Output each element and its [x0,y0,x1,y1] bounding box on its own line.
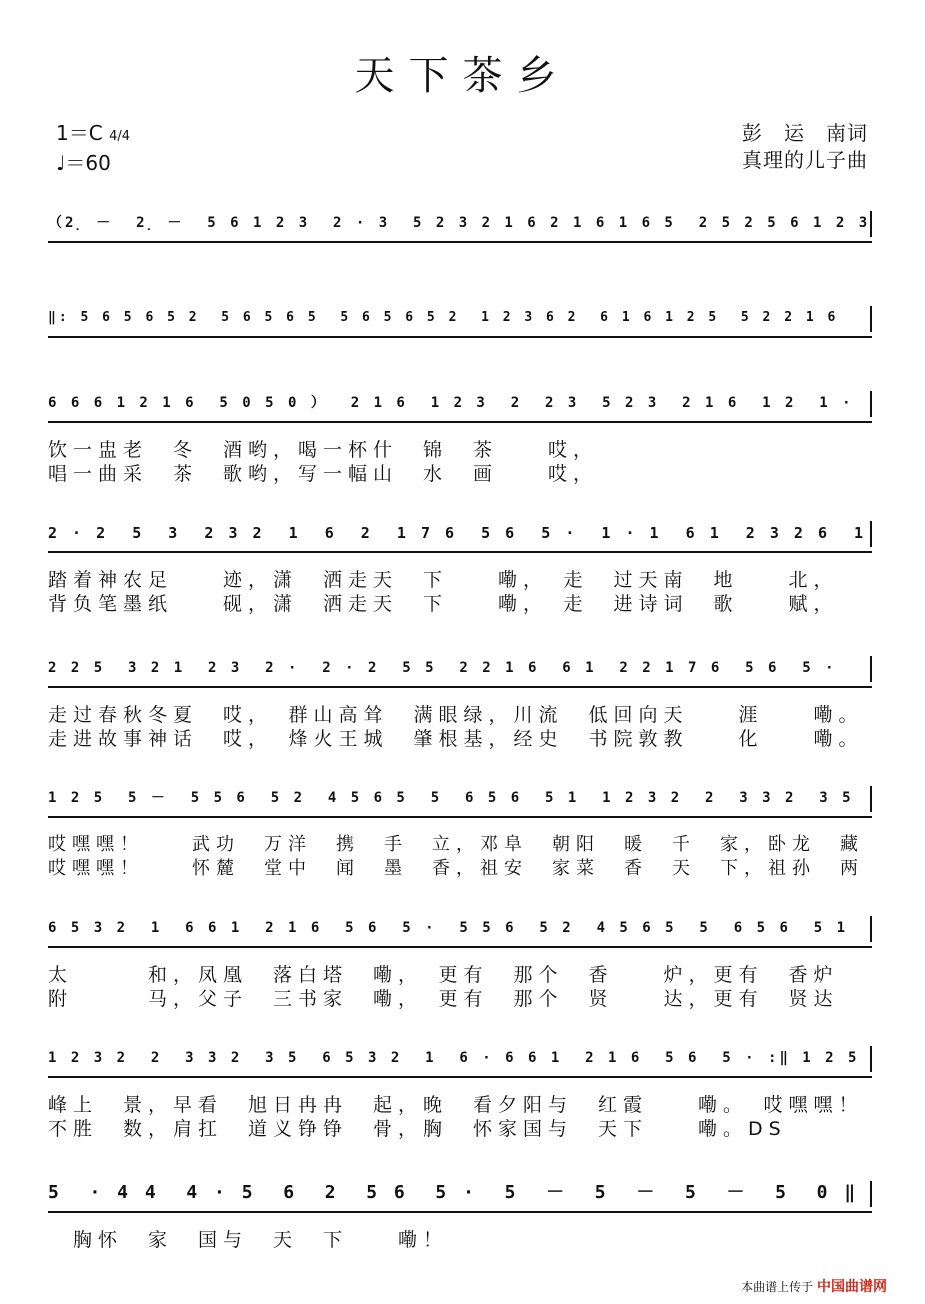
lyric-line: 走进故事神话 哎， 烽火王城 肇根基，经史 书院敦教 化 嘞。 [48,728,864,750]
beam-underline [48,241,872,243]
beam-underline [48,1076,872,1078]
beam-underline [48,686,872,688]
key-signature-block [56,120,130,177]
composer-credit: 真理的儿子曲 [742,148,868,172]
beam-underline [48,816,872,818]
page-title: 天下茶乡 [354,53,571,99]
lyric-line: 背负笔墨纸 砚，潇 洒走天 下 嘞， 走 进诗词 歌 赋， [48,593,839,615]
beam-underline [48,1211,872,1213]
beam-underline [48,336,872,338]
lyric-line: 哎嘿嘿！ 武功 万洋 携 手 立，邓阜 朝阳 暖 千 家，卧龙 藏 [48,834,864,855]
barline [870,656,872,682]
lyric-line: 饮一盅老 冬 酒哟，喝一杯什 锦 茶 哎， [48,439,599,461]
lyric-line: 踏着神农足 迹，潇 洒走天 下 嘞， 走 过天南 地 北， [48,569,839,591]
key-signature: 1＝C [56,121,103,145]
notation-line: 5 · 4 4 4 · 5 6 2 5 6 5 · 5 － 5 － 5 － 5 0 ‖ [48,1182,859,1203]
beam-underline [48,421,872,423]
barline [870,211,872,237]
beam-underline [48,551,872,553]
site-footer [741,1276,887,1296]
beam-underline [48,946,872,948]
lyric-line: 哎嘿嘿！ 怀麓 堂中 闻 墨 香，祖安 家菜 香 天 下，祖孙 两 [48,858,864,879]
lyric-line: 不胜 数，肩扛 道义铮铮 骨，胸 怀家国与 天下 嘞。DS [48,1118,787,1140]
lyricist-credit: 彭 运 南词 [742,121,868,145]
time-signature: 4/4 [109,129,130,144]
notation-line: 1 2 5 5 － 5 5 6 5 2 4 5 6 5 5 6 5 6 5 1 1 2 3 2 2 3 3 2 3 5 [48,790,854,806]
barline [870,306,872,332]
barline [870,1181,872,1207]
lyric-line: 太 和，凤凰 落白塔 嘞， 更有 那个 香 炉，更有 香炉 [48,964,839,986]
lyric-line: 唱一曲采 茶 歌哟，写一幅山 水 画 哎， [48,463,599,485]
notation-line: 2 · 2 5 3 2 3 2 1 6 2 1 7 6 5 6 5 · 1 · 1 6 1 2 3 2 6 1 [48,524,867,542]
lyric-line: 胸怀 家 国与 天 下 嘞！ [48,1229,449,1251]
barline [870,521,872,547]
notation-line: 6 6 6 1 2 1 6 5 0 5 0 ） 2 1 6 1 2 3 2 2 3 5 2 3 2 1 6 1 2 1 · [48,395,854,411]
tempo-marking: ♩＝60 [56,151,111,175]
credits-block [742,120,868,174]
notation-line: ‖: 5 6 5 6 5 2 5 6 5 6 5 5 6 5 6 5 2 1 2 3 6 2 6 1 6 1 2 5 5 2 2 1 6 [48,310,839,325]
lyric-line: 附 马，父子 三书家 嘞， 更有 那个 贤 达，更有 贤达 [48,988,839,1010]
notation-line: 6 5 3 2 1 6 6 1 2 1 6 5 6 5 · 5 5 6 5 2 4 5 6 5 5 6 5 6 5 1 [48,920,849,936]
barline [870,1046,872,1072]
footer-prefix: 本曲谱上传于 [741,1280,814,1294]
site-logo: 中国曲谱网 [817,1279,887,1295]
barline [870,786,872,812]
lyric-line: 走过春秋冬夏 哎， 群山高耸 满眼绿，川流 低回向天 涯 嘞。 [48,704,864,726]
notation-line: （2̣ － 2̣ － 5 6 1 2 3 2 · 3 5 2 3 2 1 6 2 1 6 1 6 5 2 5 2 5 6 1 2 3 [48,215,871,231]
barline [870,916,872,942]
notation-line: 1 2 3 2 2 3 3 2 3 5 6 5 3 2 1 6 · 6 6 1 2 1 6 5 6 5 · :‖ 1 2 5 [48,1050,860,1066]
lyric-line: 峰上 景，早看 旭日冉冉 起，晚 看夕阳与 红霞 嘞。 哎嘿嘿！ [48,1094,864,1116]
barline [870,391,872,417]
notation-line: 2 2 5 3 2 1 2 3 2 · 2 · 2 5 5 2 2 1 6 6 1 2 2 1 7 6 5 6 5 · [48,660,837,676]
